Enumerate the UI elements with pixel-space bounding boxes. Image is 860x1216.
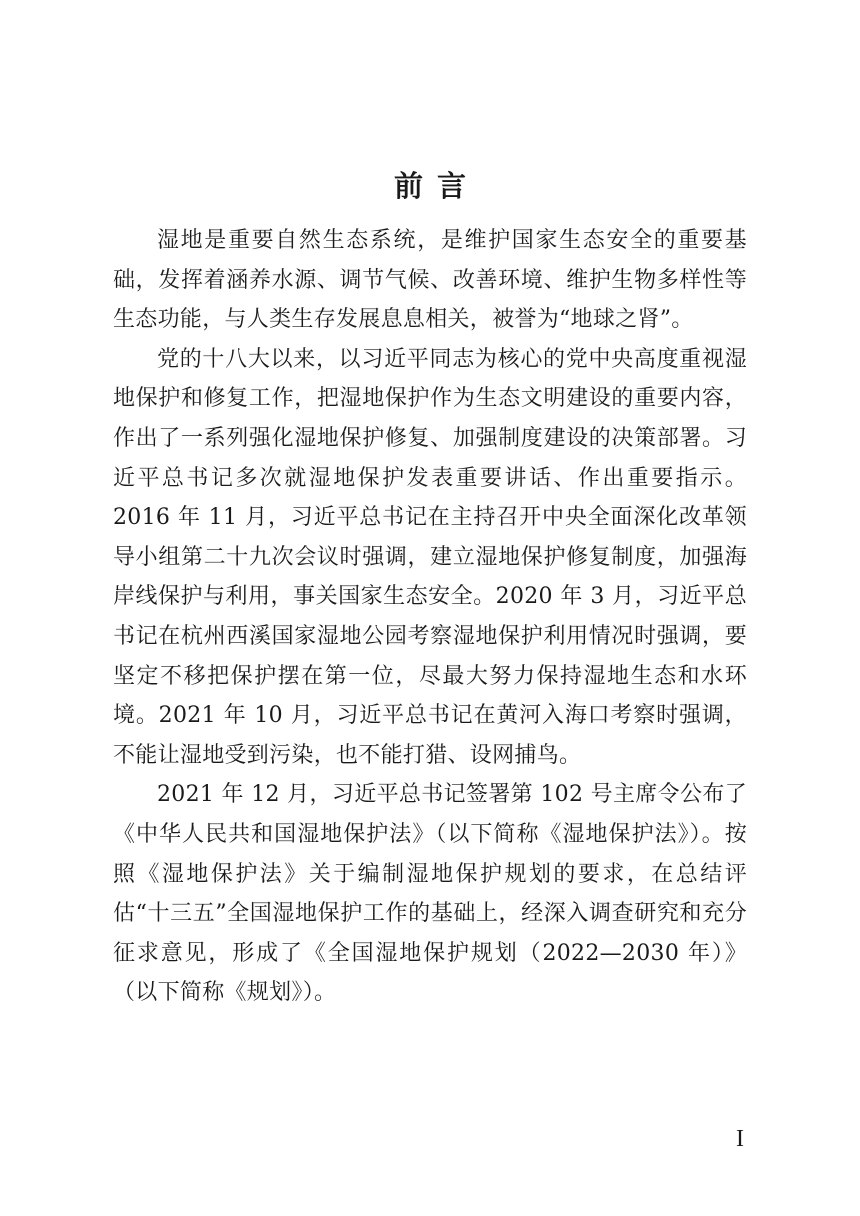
paragraph-1: 湿地是重要自然生态系统，是维护国家生态安全的重要基础，发挥着涵养水源、调节气候、改善环境、维护生物多样性等生态功能，与人类生存发展息息相关，被誉为“地球之肾”。	[113, 228, 747, 333]
page-number: I	[736, 1126, 744, 1152]
paragraph-3: 2021 年 12 月，习近平总书记签署第 102 号主席令公布了《中华人民共和国湿地保护法》（以下简称《湿地保护法》）。按照《湿地保护法》关于编制湿地保护规划的要求，在总结评估“十三五”全国湿地保护工作的基础上，经深入调查研究和充分征求意见，形成了《全国湿地保护规划（2022—2030 年）》（以下简称《规划》）。	[113, 782, 747, 1006]
paragraph-2: 党的十八大以来，以习近平同志为核心的党中央高度重视湿地保护和修复工作，把湿地保护作为生态文明建设的重要内容，作出了一系列强化湿地保护修复、加强制度建设的决策部署。习近平总书记多次就湿地保护发表重要讲话、作出重要指示。2016 年 11 月，习近平总书记在主持召开中央全面深化改革领导小组第二十九次会议时强调，建立湿地保护修复制度，加强海岸线保护与利用，事关国家生态安全。2020 年 3 月，习近平总书记在杭州西溪国家湿地公园考察湿地保护利用情况时强调，要坚定不移把保护摆在第一位，尽最大努力保持湿地生态和水环境。2021 年 10 月，习近平总书记在黄河入海口考察时强调，不能让湿地受到污染，也不能打猎、设网捕鸟。	[113, 346, 747, 768]
preface-body	[113, 221, 747, 1013]
page-title: 前言	[393, 169, 480, 203]
